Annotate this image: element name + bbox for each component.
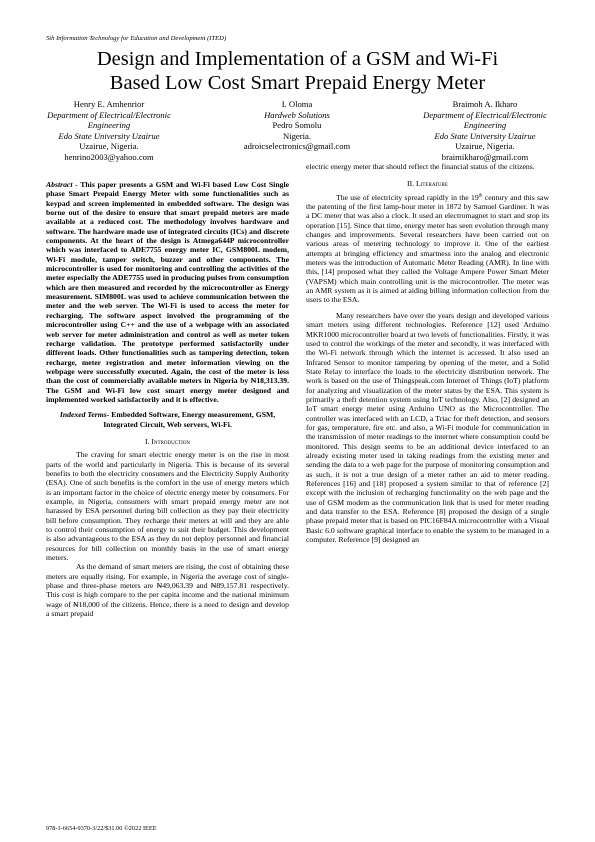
- paragraph: electric energy meter that should reflect the financial status of the citizens.: [306, 162, 535, 171]
- author-affiliation: Edo State University Uzairue: [434, 130, 536, 141]
- author-location: Pedro Somolu: [272, 120, 322, 130]
- paragraph-text: century and this saw the patenting of the first lamp-hour meter in 1872 by Samuel Gardiner. It was a DC meter that was also a clock. It used an electromagnet to start and stop its operation [15]. Since that time, energy meter has seen evolution through many changes and improvements. Several researchers have been carried out on various areas of metering technology to improve it. One of the earliest attempts at bringing efficiency and smartness into the analog and electronic meters was the introduction of Automatic Meter Reading (AMR). In line with this, [14] proposed what they called the Voltage Ampere Power Smart Meter (VAPSM) which main controlling unit is the microcontroller. The meter was an AMR system as it is aimed at aiding billing information collection from the users to the ESA.: [306, 192, 549, 305]
- author-location: Nigeria.: [283, 130, 311, 141]
- section-heading-introduction: I. Introduction: [144, 436, 191, 446]
- author-block-1: [24, 99, 194, 162]
- paragraph: The craving for smart electric energy meter is on the rise in most parts of the world and particularly in Nigeria. This is because of its several benefits to both the electricity consumers and the Electricity Supply Authority (ESA). One of such benefits is the comfort in the use of energy meters which is an important factor in the choice of electric energy meter by consumers. For example, in Nigeria, consumers with smart prepaid energy meter are not harassed by ESA personnel during bill collection as they pay their electricity bill before consumption. They recharge their meters at will and they are able to control their consumption of energy to suit their budget. This development is also advantageous to the ESA as they do not deploy personnel and financial resources for bill collection on monthly basis in the use of smart energy meters.: [46, 450, 289, 563]
- title-line-1: Design and Implementation of a GSM and Wi-Fi: [96, 48, 499, 70]
- author-email[interactable]: braimikharo@gmail.com: [441, 151, 529, 162]
- author-affiliation: Engineering: [87, 120, 131, 130]
- index-terms-text: - Embedded Software, Energy measurement, GSM, Integrated Circuit, Web servers, Wi-Fi.: [103, 410, 276, 429]
- section-heading-literature: II. Literature: [407, 179, 448, 189]
- superscript: th: [478, 193, 483, 199]
- paragraph: Many researchers have over the years design and developed various smart meters using different technologies. Reference [12] used Arduino MKR1000 microcontroller board at two levels of functionalities. Firstly, it was used to control the workings of the meter and secondly, it was interfaced with the Wi-Fi network through which the internet is accessed. It also used an Infrared Sensor to monitor tampering by opening of the meter, and a Solid State Relay to interface the loads to the electricity distribution network. The work is based on the use of Thingspeak.com Internet of Things (IoT) platform for analyzing and visualization of the meter status by the ESA. This system is primarily a theft detention system using IoT technology. Also, [2] designed an IoT smart energy meter using Arduino UNO as the Microcontroller. The controller was interfaced with an LCD, a Triac for theft detection, and sensors for gas, temperature, fire etc. and also, a Wi-Fi module for communication in the transmission of meter readings to the internet where consumption could be monitored. This design seems to be an additional device interfaced to an already existing meter used in taking readings from the existing meter and sending the data to a web page for the purpose of monitoring consumption and as such, it is not a true design of a meter rather an aid to meter reading. References [16] and [18] proposed a system similar to that of reference [2] except with the inclusion of recharging functionality on the web page and the use of GSM modem as the communication link that is used for meter reading and data transfer to the ESA. Reference [8] proposed the design of a single phase prepaid meter that is based on PIC16F84A microcontroller with a Visual Basic 6.0 software graphical interface to enable the system to be managed in a computer. Reference [9] designed an: [306, 310, 549, 545]
- paragraph-text: The use of electricity spread rapidly in the 19: [336, 192, 479, 202]
- paragraph: As the demand of smart meters are rising, the cost of obtaining these meters are equally rising. For example, in Nigeria the average cost of single-phase and three-phase meters are ₦49,063.39 and ₦89,157.81 respectively. This cost is high compare to the per capita income and the national minimum wage of ₦18,000 of the citizens. Hence, there is a need to design and develop a smart prepaid: [46, 562, 289, 619]
- abstract-text: - This paper presents a GSM and Wi-Fi based Low Cost Single phase Smart Prepaid Energy Meter with some functionalities such as keypad and screen implemented in embedded software. The design was borne out of the desire to ensure that smart prepaid meters are made available at a reduced cost. The methodology involves hardware and software. The hardware made use of integrated circuits (ICs) and discrete components. At the heart of the design is Atmega644P microcontroller which was interfaced to ADE7755 energy meter IC, GSM800L modem, Wi-Fi module, tamper switch, buzzer and other components. The microcontroller is used for monitoring and controlling the activities of the meter especially the ADE7755 used in producing pulses from consumption which are then measured and recorded by the microcontroller as Energy measurement. SIM800L was used to achieve communication between the meter and the web server. The Wi-Fi is used to access the meter for recharging. The software aspect involved the programming of the microcontroller using C++ and the use of a webpage with an associated web server for meter administration and control as well as meter token recharge validation. The prototype performed satisfactorily under different loads. Other functionalities such as tampering detection, token recharge, meter registration and meter information viewing on the webpage were successfully executed. Again, the cost of the meter is less than the cost of commercially available meters in Nigeria by ₦18,313.39. The GSM and Wi-Fi low cost smart energy meter designed and implemented worked satisfactorily and it is effective.: [46, 180, 289, 404]
- left-column: [46, 180, 289, 618]
- paper-title: [46, 47, 549, 95]
- abstract-label: Abstract: [46, 180, 73, 189]
- author-email[interactable]: adroicselectronics@gmail.com: [243, 141, 351, 151]
- author-block-3: [400, 99, 570, 162]
- author-affiliation: Engineering: [463, 120, 507, 130]
- author-affiliation: Department of Electrical/Electronic: [47, 109, 171, 120]
- author-location: Uzairue, Nigeria.: [455, 141, 515, 151]
- author-block-2: [212, 99, 382, 152]
- conference-header: 5th Information Technology for Education and Development (ITED): [46, 35, 227, 42]
- author-name: I. Oloma: [281, 99, 313, 109]
- author-name: Henry E. Amhenrior: [73, 99, 145, 109]
- copyright-footer: 978-1-6654-9370-3/22/$31.00 ©2022 IEEE: [46, 825, 157, 832]
- index-terms: [46, 410, 289, 429]
- author-name: Braimoh A. Ikharo: [452, 99, 518, 109]
- paragraph: [306, 193, 549, 305]
- title-line-2: Based Low Cost Smart Prepaid Energy Meter: [109, 72, 486, 94]
- index-terms-label: Indexed Terms: [59, 410, 107, 420]
- author-affiliation: Hardweb Solutions: [264, 109, 330, 120]
- right-column: [306, 162, 549, 544]
- author-affiliation: Edo State University Uzairue: [58, 130, 160, 141]
- author-affiliation: Department of Electrical/Electronic: [423, 109, 547, 120]
- author-location: Uzairue, Nigeria.: [79, 141, 139, 151]
- author-email[interactable]: henrino2003@yahoo.com: [64, 151, 154, 162]
- abstract: [46, 180, 289, 404]
